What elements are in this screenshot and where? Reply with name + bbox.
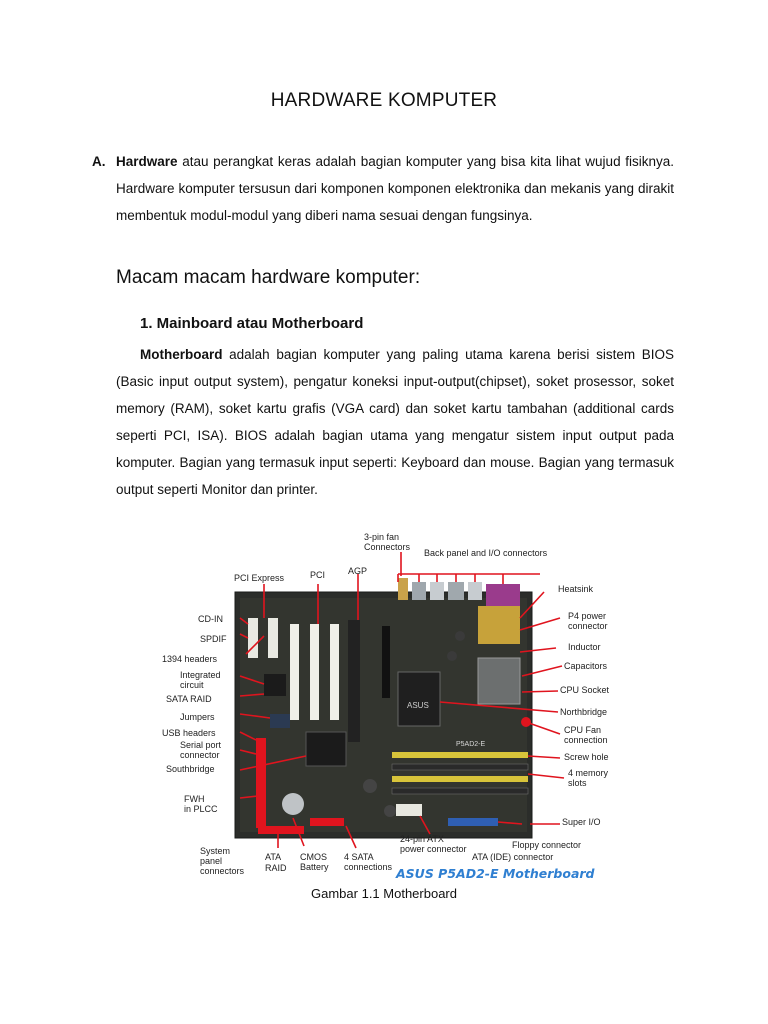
motherboard-paragraph	[116, 341, 674, 503]
label-ide: ATA (IDE) connector	[472, 852, 554, 862]
hardware-definition: atau perangkat keras adalah bagian komputer yang bisa kita lihat wujud fisiknya. Hardware komputer tersusun dari komponen komponen elektronika dan mekanis yang dirakit membentuk modul-modul yang diberi nama sesuai dengan fungsinya.	[116, 154, 674, 223]
label-sataraid: SATA RAID	[166, 694, 212, 704]
hardware-term: Hardware	[116, 154, 178, 169]
label-sata4-2: connections	[344, 862, 393, 872]
motherboard-section	[116, 341, 674, 503]
label-integrated-1: Integrated	[180, 670, 221, 680]
section-marker: A.	[92, 154, 106, 169]
label-fwh-2: in PLCC	[184, 804, 218, 814]
page-title: HARDWARE KOMPUTER	[270, 90, 498, 111]
label-southbridge: Southbridge	[166, 764, 215, 774]
section-a-paragraph	[116, 148, 674, 229]
label-inductor: Inductor	[568, 642, 601, 652]
label-backpanel: Back panel and I/O connectors	[424, 548, 548, 558]
hardware-types-heading: Macam macam hardware komputer:	[116, 267, 421, 288]
motherboard-definition: adalah bagian komputer yang paling utama karena berisi sistem BIOS (Basic input output system), pengatur koneksi input-output(chipset), soket prosessor, soket memory (RAM), soket kartu grafis (VGA card) dan soket kartu tambahan (additional cards seperti PCI, ISA). BIOS adalah bagian utama yang mengatur sistem input output pada komputer. Bagian yang termasuk input seperti: Keyboard dan mouse. Bagian yang termasuk output seperti Monitor dan printer.	[116, 347, 674, 497]
label-syspanel-3: connectors	[200, 866, 245, 876]
label-capacitors: Capacitors	[564, 661, 608, 671]
label-fan-2: Connectors	[364, 542, 411, 552]
label-cmos-1: CMOS	[300, 852, 327, 862]
label-cpufan-1: CPU Fan	[564, 725, 602, 735]
label-super-io: Super I/O	[562, 817, 601, 827]
label-syspanel-1: System	[200, 846, 231, 856]
label-northbridge: Northbridge	[560, 707, 608, 717]
figure-caption: Gambar 1.1 Motherboard	[311, 886, 457, 901]
chip-model-label: P5AD2-E	[456, 741, 486, 748]
label-serial-1: Serial port	[180, 740, 222, 750]
motherboard-heading: 1. Mainboard atau Motherboard	[140, 315, 364, 332]
label-integrated-2: circuit	[180, 680, 204, 690]
label-cd-in: CD-IN	[198, 614, 223, 624]
label-memory-1: 4 memory	[568, 768, 609, 778]
label-cpu-socket: CPU Socket	[560, 685, 610, 695]
label-atx-1: 24-pin ATX	[400, 834, 444, 844]
label-atx-2: power connector	[400, 844, 467, 854]
label-1394: 1394 headers	[162, 654, 218, 664]
label-spdif: SPDIF	[200, 634, 227, 644]
motherboard-term: Motherboard	[140, 347, 223, 362]
label-agp: AGP	[348, 566, 368, 576]
label-ataraid-1: ATA	[265, 852, 282, 862]
label-fan-1: 3-pin fan	[364, 532, 400, 542]
label-fwh-1: FWH	[184, 794, 205, 804]
section-a	[92, 148, 674, 229]
label-pci-express: PCI Express	[234, 573, 285, 583]
label-p4-2: connector	[568, 621, 608, 631]
brand-logo: ASUS	[407, 701, 429, 710]
board-name: ASUS P5AD2-E Motherboard	[396, 866, 595, 881]
label-serial-2: connector	[180, 750, 220, 760]
label-floppy: Floppy connector	[512, 840, 582, 850]
label-jumpers: Jumpers	[180, 712, 215, 722]
label-syspanel-2: panel	[200, 856, 223, 866]
label-heatsink: Heatsink	[558, 584, 594, 594]
label-cpufan-2: connection	[564, 735, 608, 745]
motherboard-figure	[160, 526, 620, 886]
label-memory-2: slots	[568, 778, 587, 788]
label-screw-hole: Screw hole	[564, 752, 609, 762]
label-cmos-2: Battery	[300, 862, 329, 872]
label-sata4-1: 4 SATA	[344, 852, 374, 862]
label-usb: USB headers	[162, 728, 216, 738]
label-ataraid-2: RAID	[265, 863, 287, 873]
label-pci: PCI	[310, 570, 326, 580]
label-p4-1: P4 power	[568, 611, 607, 621]
